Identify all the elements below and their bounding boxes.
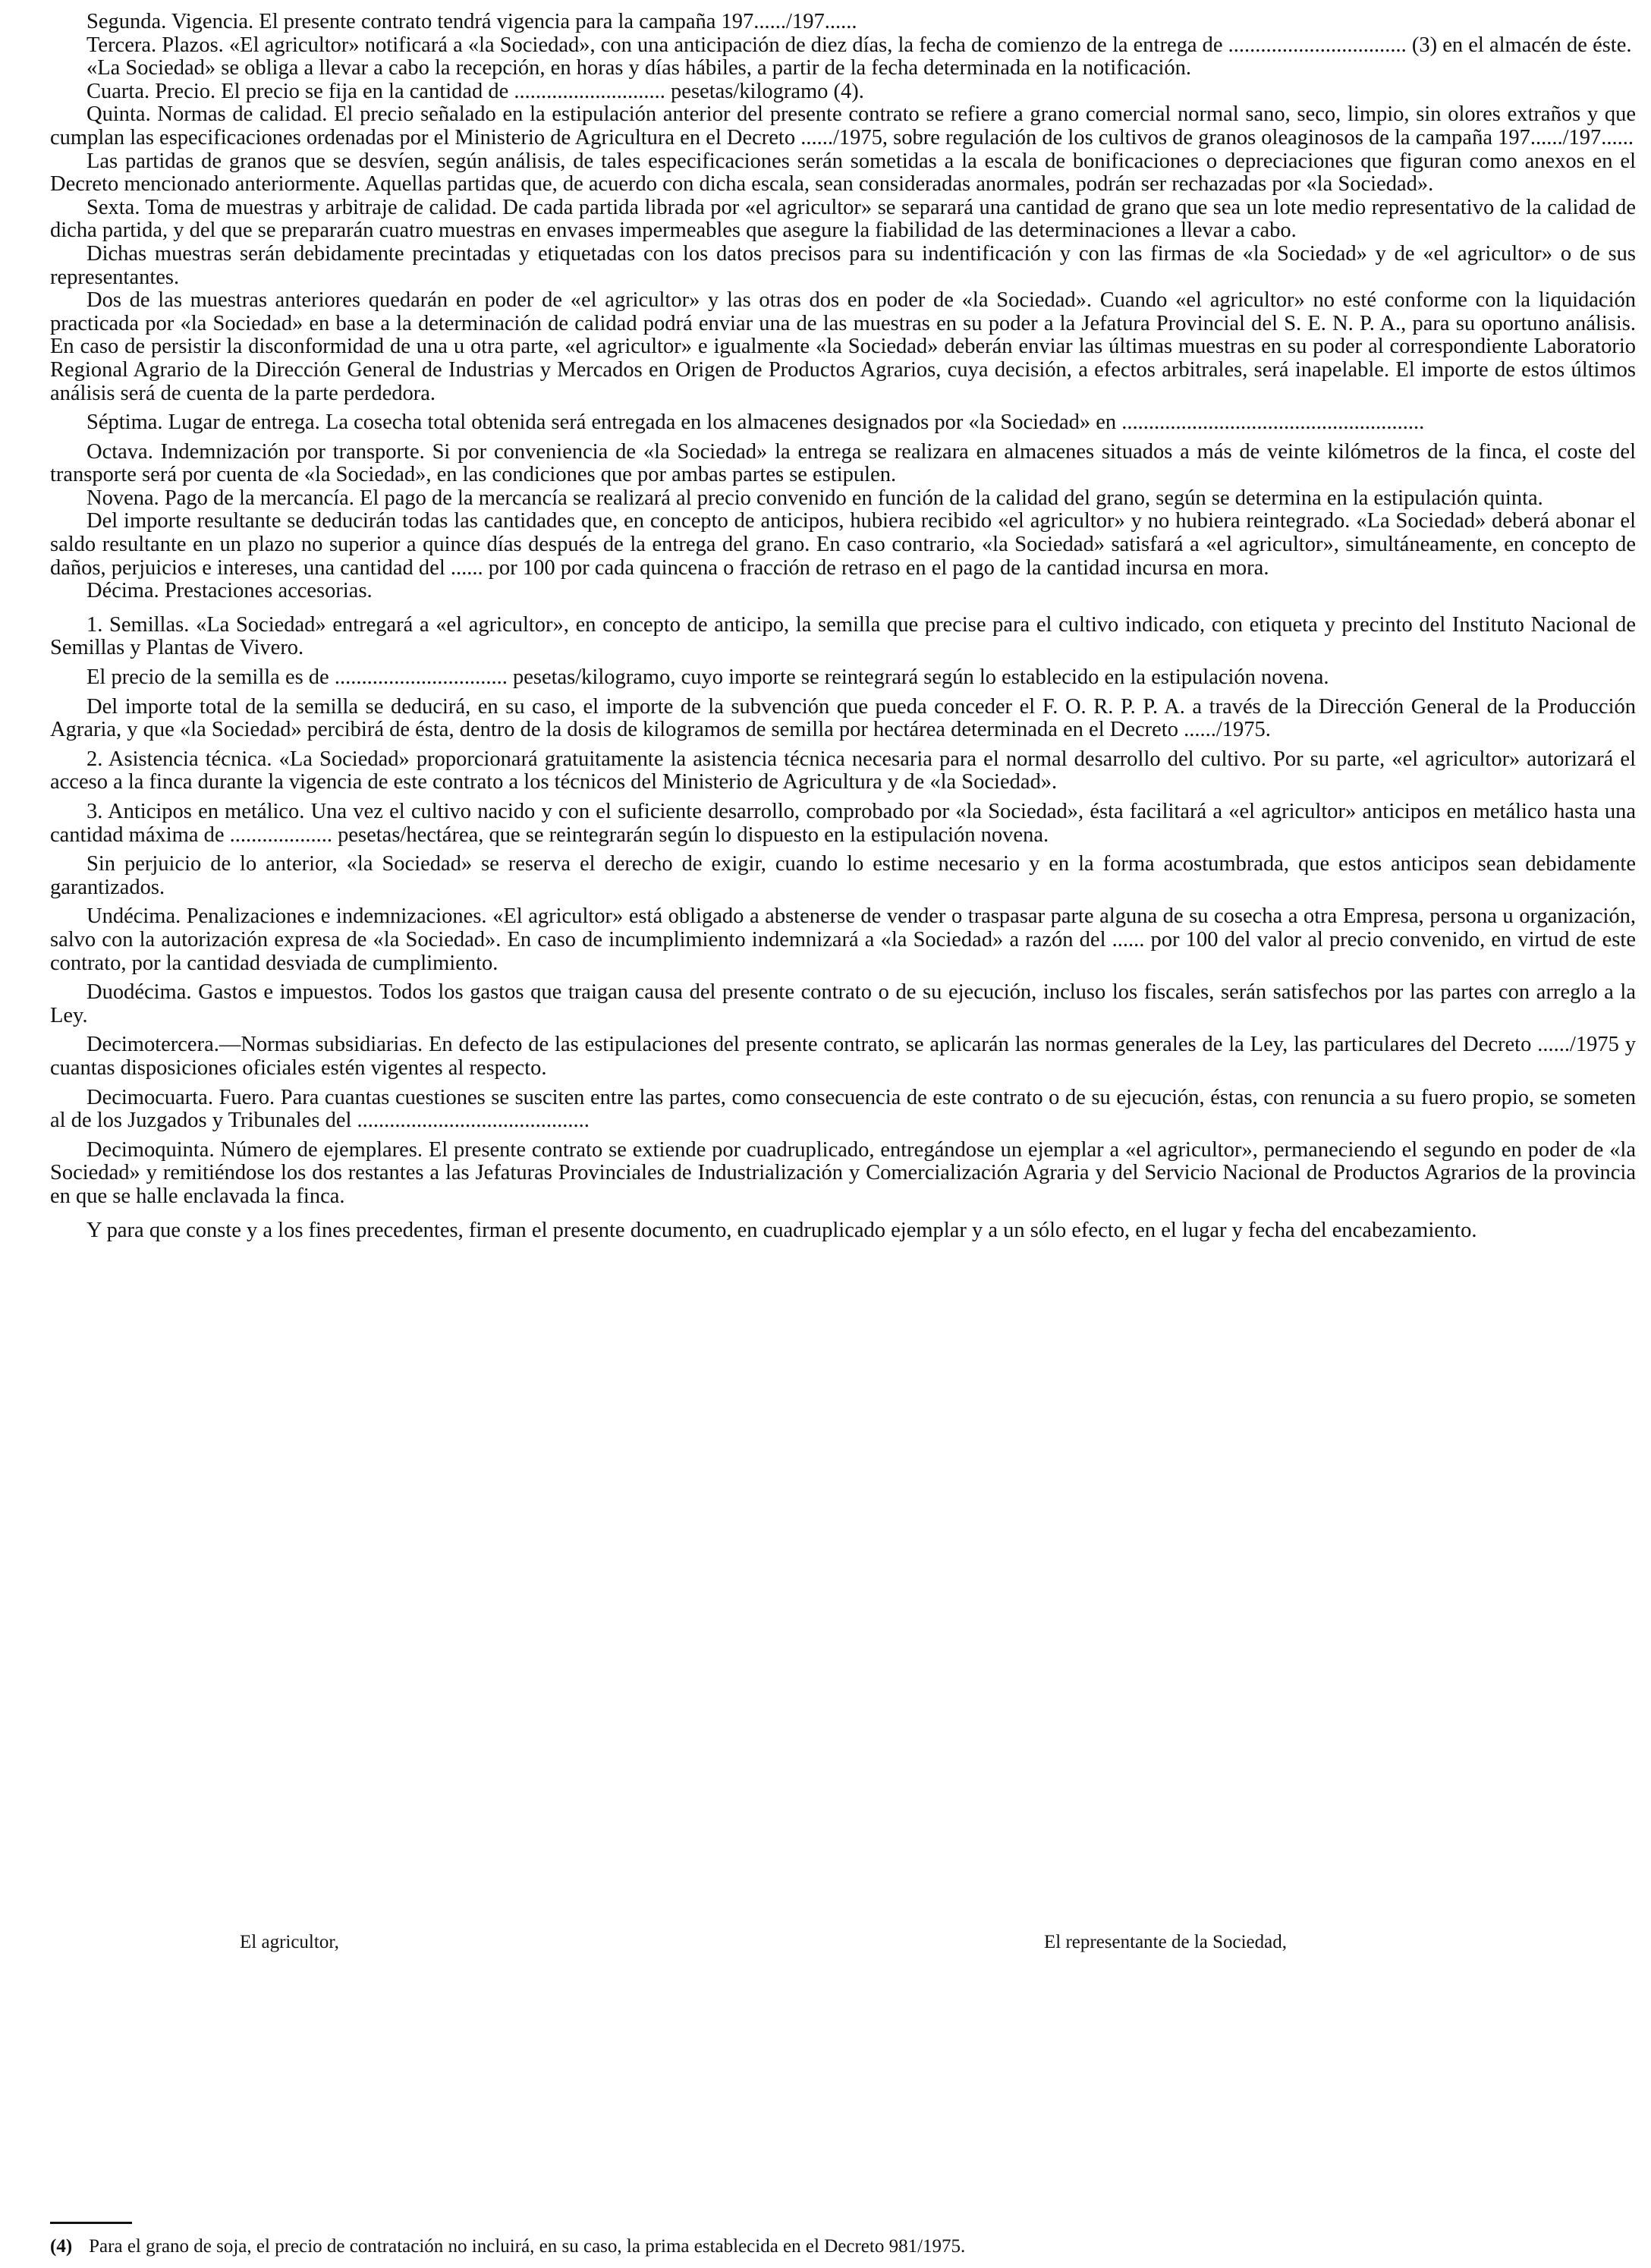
clause-novena: Novena. Pago de la mercancía. El pago de la mercancía se realizará al precio convenido en función de la calidad del grano, según se determina en la estipulación quinta. xyxy=(86,486,1543,510)
clause-cuarta: Cuarta. Precio. El precio se fija en la cantidad de ............................ pesetas/kilogramo (4). xyxy=(86,79,864,103)
clause-tercera-paragraph: «La Sociedad» se obliga a llevar a cabo la recepción, en horas y días hábiles, a partir de la fecha determinada en la notificación. xyxy=(86,56,1192,80)
contract-body xyxy=(50,11,1636,1242)
signature-representante: El representante de la Sociedad, xyxy=(1044,1932,1287,1952)
clause-octava: Octava. Indemnización por transporte. Si por conveniencia de «la Sociedad» la entrega se realizara en almacenes situados a más de veinte kilómetros de la finca, el coste del transporte será por cuenta de «la Sociedad», en las condiciones que por ambas partes se estipulen. xyxy=(50,439,1636,487)
clause-duodecima: Duodécima. Gastos e impuestos. Todos los gastos que traigan causa del presente contrato o de su ejecución, incluso los fiscales, serán satisfechos por las partes con arreglo a la Ley. xyxy=(50,980,1636,1027)
clause-septima: Séptima. Lugar de entrega. La cosecha total obtenida será entregada en los almacenes designados por «la Sociedad» en ........................................................ xyxy=(86,411,1425,435)
clause-sexta-paragraph-3: Dos de las muestras anteriores quedarán en poder de «el agricultor» y las otras dos en poder de «la Sociedad». Cuando «el agricultor» no esté conforme con la liquidación practicada por «la Sociedad» en base a la determinación de calidad podrá enviar una de las muestras en su poder a la Jefatura Provincial del S. E. N. P. A., para su oportuno análisis. En caso de persistir la disconformidad de una u otra parte, «el agricultor» e igualmente «la Sociedad» deberán enviar las últimas muestras en su poder al correspondiente Laboratorio Regional Agrario de la Dirección General de Industrias y Mercados en Origen de Productos Agrarios, cuya decisión, a efectos arbitrales, será inapelable. El importe de estos últimos análisis será de cuenta de la parte perdedora. xyxy=(50,288,1636,405)
clause-sexta-paragraph-2: Dichas muestras serán debidamente precintadas y etiquetadas con los datos precisos para su indentificación y con las firmas de «la Sociedad» y de «el agricultor» o de sus representantes. xyxy=(50,241,1636,289)
clause-decima-anticipos: 3. Anticipos en metálico. Una vez el cultivo nacido y con el suficiente desarrollo, comprobado por «la Sociedad», ésta facilitará a «el agricultor» anticipos en metálico hasta una cantidad máxima de ................... pesetas/hectárea, que se reintegrarán según lo dispuesto en la estipulación novena. xyxy=(50,800,1636,847)
signature-agricultor: El agricultor, xyxy=(240,1932,339,1952)
footnote xyxy=(50,2235,1636,2258)
clause-decimocuarta: Decimocuarta. Fuero. Para cuantas cuestiones se susciten entre las partes, como consecuencia de este contrato o de su ejecución, éstas, con renuncia a su fuero propio, se someten al de los Juzgados y Tribunales del ........................................... xyxy=(50,1085,1636,1133)
footnote-divider xyxy=(50,2222,132,2224)
footnote-number: (4) xyxy=(50,2236,73,2257)
clause-decima-semillas-subvencion: Del importe total de la semilla se deducirá, en su caso, el importe de la subvención que pueda conceder el F. O. R. P. P. A. a través de la Dirección General de la Producción Agraria, y que «la Sociedad» percibirá de ésta, dentro de la dosis de kilogramos de semilla por hectárea determinada en el Decreto ....../1975. xyxy=(50,694,1636,742)
clause-decima-asistencia: 2. Asistencia técnica. «La Sociedad» proporcionará gratuitamente la asistencia técnica necesaria para el normal desarrollo del cultivo. Por su parte, «el agricultor» autorizará el acceso a la finca durante la vigencia de este contrato a los técnicos del Ministerio de Agricultura y de «la Sociedad». xyxy=(50,747,1636,794)
clause-quinta: Quinta. Normas de calidad. El precio señalado en la estipulación anterior del presente contrato se refiere a grano comercial normal sano, seco, limpio, sin olores extraños y que cumplan las especificaciones ordenadas por el Ministerio de Agricultura en el Decreto ....../1975, sobre regulación de los cultivos de granos oleaginosos de la campaña 197....../197...... xyxy=(50,102,1636,149)
clause-decimotercera: Decimotercera.—Normas subsidiarias. En defecto de las estipulaciones del presente contrato, se aplicarán las normas generales de la Ley, las particulares del Decreto ....../1975 y cuantas disposiciones oficiales estén vigentes al respecto. xyxy=(50,1033,1636,1080)
clause-decima: Décima. Prestaciones accesorias. xyxy=(86,579,373,603)
clause-quinta-paragraph: Las partidas de granos que se desvíen, según análisis, de tales especificaciones serán sometidas a la escala de bonificaciones o depreciaciones que figuran como anexos en el Decreto mencionado anteriormente. Aquellas partidas que, de acuerdo con dicha escala, sean consideradas anormales, podrán ser rechazadas por «la Sociedad». xyxy=(50,149,1636,197)
clause-tercera: Tercera. Plazos. «El agricultor» notificará a «la Sociedad», con una anticipación de diez días, la fecha de comienzo de la entrega de ................................. (3) en el almacén de éste. xyxy=(86,33,1632,57)
clause-undecima: Undécima. Penalizaciones e indemnizaciones. «El agricultor» está obligado a abstenerse de vender o traspasar parte alguna de su cosecha a otra Empresa, persona u organización, salvo con la autorización expresa de «la Sociedad». En caso de incumplimiento indemnizará a «la Sociedad» a razón del ...... por 100 del valor al precio convenido, en virtud de este contrato, por la cantidad desviada de cumplimiento. xyxy=(50,904,1636,975)
clause-decimoquinta: Decimoquinta. Número de ejemplares. El presente contrato se extiende por cuadruplicado, entregándose un ejemplar a «el agricultor», permaneciendo el segundo en poder de «la Sociedad» y remitiéndose los dos restantes a las Jefaturas Provinciales de Industrialización y Comercialización Agraria y del Servicio Nacional de Productos Agrarios de la provincia en que se halle enclavada la finca. xyxy=(50,1137,1636,1208)
clause-novena-paragraph: Del importe resultante se deducirán todas las cantidades que, en concepto de anticipos, hubiera recibido «el agricultor» y no hubiera reintegrado. «La Sociedad» deberá abonar el saldo resultante en un plazo no superior a quince días después de la entrega del grano. En caso contrario, «la Sociedad» satisfará a «el agricultor», simultáneamente, en concepto de daños, perjuicios e intereses, una cantidad del ...... por 100 por cada quincena o fracción de retraso en el pago de la cantidad incursa en mora. xyxy=(50,509,1636,580)
clause-segunda: Segunda. Vigencia. El presente contrato tendrá vigencia para la campaña 197....../197...... xyxy=(86,10,857,33)
clause-decima-anticipos-garantia: Sin perjuicio de lo anterior, «la Sociedad» se reserva el derecho de exigir, cuando lo estime necesario y en la forma acostumbrada, que estos anticipos sean debidamente garantizados. xyxy=(50,852,1636,899)
footnote-text: Para el grano de soja, el precio de contratación no incluirá, en su caso, la prima establecida en el Decreto 981/1975. xyxy=(89,2236,966,2257)
clause-sexta: Sexta. Toma de muestras y arbitraje de calidad. De cada partida librada por «el agricultor» se separará una cantidad de grano que sea un lote medio representativo de la calidad de dicha partida, y del que se prepararán cuatro muestras en envases impermeables que asegure la fiabilidad de las determinaciones a llevar a cabo. xyxy=(50,195,1636,243)
clause-decima-semillas-precio: El precio de la semilla es de ................................ pesetas/kilogramo, cuyo importe se reintegrará según lo establecido en la estipulación novena. xyxy=(86,665,1329,690)
closing-statement: Y para que conste y a los fines precedentes, firman el presente documento, en cuadruplicado ejemplar y a un sólo efecto, en el lugar y fecha del encabezamiento. xyxy=(86,1218,1477,1242)
clause-decima-semillas: 1. Semillas. «La Sociedad» entregará a «el agricultor», en concepto de anticipo, la semilla que precise para el cultivo indicado, con etiqueta y precinto del Instituto Nacional de Semillas y Plantas de Vivero. xyxy=(50,612,1636,660)
signature-block xyxy=(50,1932,1636,1958)
